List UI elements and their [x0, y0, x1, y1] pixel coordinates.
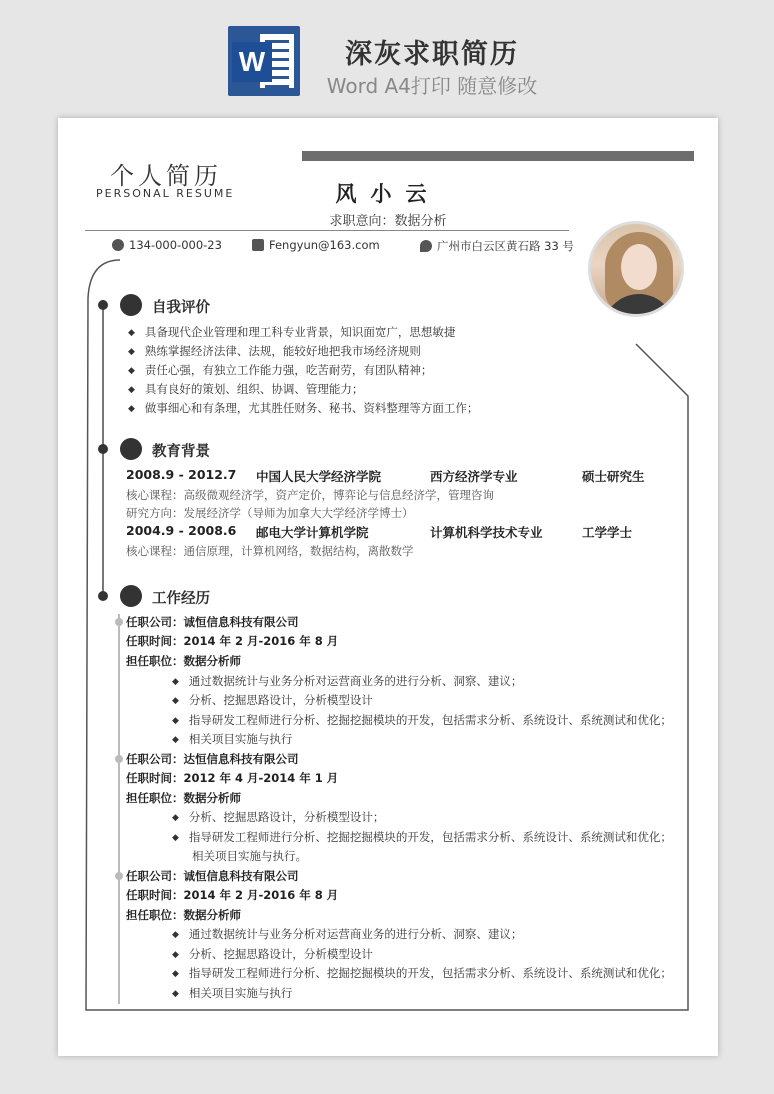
- location-pin-icon: [420, 240, 432, 252]
- job-intent: 求职意向：数据分析: [329, 214, 447, 229]
- resume-page: [58, 118, 718, 1056]
- edu-detail: 核心课程：高级微观经济学，资产定价，博弈论与信息经济学，管理咨询: [126, 488, 494, 502]
- list-item: ◆ 做事细心和有条理，尤其胜任财务、秘书、资料整理等方面工作；: [128, 400, 478, 416]
- timeline-dot: [98, 591, 108, 601]
- email-text: Fengyun@163.com: [269, 238, 380, 252]
- work-timeline: [118, 614, 120, 1004]
- list-item: ◆ 熟练掌握经济法律、法规，能较好地把我市场经济规则: [128, 343, 421, 359]
- contact-phone: [112, 238, 222, 252]
- job-duty: ◆ 通过数据统计与业务分析对运营商业务的进行分析、洞察、建议；: [172, 673, 522, 689]
- candidate-name: 风小云: [335, 182, 441, 206]
- edu-degree: 硕士研究生: [582, 469, 645, 484]
- avatar: [588, 221, 684, 317]
- job-duty: ◆ 相关项目实施与执行: [172, 731, 292, 747]
- edu-detail: 核心课程：通信原理，计算机网络，数据结构，离散数学: [126, 544, 414, 558]
- edu-degree: 工学学士: [582, 525, 633, 540]
- banner-title: 深灰求职简历: [345, 39, 519, 70]
- timeline-dot: [98, 300, 108, 310]
- job-role: 担任职位：数据分析师: [126, 908, 241, 922]
- job-duty: ◆ 指导研发工程师进行分析、挖掘挖掘模块的开发，包括需求分析、系统设计、系统测试和优化；: [172, 965, 672, 981]
- banner-subtitle: Word A4打印 随意修改: [326, 74, 538, 98]
- section-title-education: 教育背景: [152, 444, 210, 460]
- section-title-work: 工作经历: [152, 591, 210, 607]
- job-company: 任职公司：达恒信息科技有限公司: [126, 752, 299, 766]
- job-role: 担任职位：数据分析师: [126, 654, 241, 668]
- mail-icon: [252, 239, 264, 251]
- job-time: 任职时间：2012 年 4 月-2014 年 1 月: [126, 771, 339, 785]
- job-duty-continuation: 相关项目实施与执行。: [192, 849, 307, 863]
- job-time: 任职时间：2014 年 2 月-2016 年 8 月: [126, 888, 339, 902]
- edu-school: 中国人民大学经济学院: [256, 469, 382, 484]
- edu-detail: 研究方向：发展经济学（导师为加拿大大学经济学博士）: [126, 506, 414, 520]
- contact-address: [420, 238, 574, 254]
- list-item: ◆ 具备现代企业管理和理工科专业背景，知识面宽广，思想敏捷: [128, 324, 455, 340]
- job-duty: ◆ 相关项目实施与执行: [172, 985, 292, 1001]
- work-dot: [115, 755, 123, 763]
- phone-text: 134-000-000-23: [129, 238, 222, 252]
- job-company: 任职公司：诚恒信息科技有限公司: [126, 615, 299, 629]
- list-item: ◆ 具有良好的策划、组织、协调、管理能力；: [128, 381, 363, 397]
- word-icon: [228, 26, 300, 96]
- job-duty: ◆ 分析、挖掘思路设计，分析模型设计: [172, 946, 373, 962]
- job-duty: ◆ 分析、挖掘思路设计，分析模型设计: [172, 692, 373, 708]
- edu-period: 2004.9 - 2008.6: [126, 523, 237, 538]
- briefcase-icon: [120, 585, 142, 607]
- job-role: 担任职位：数据分析师: [126, 791, 241, 805]
- edu-major: 计算机科学技术专业: [430, 525, 543, 540]
- edu-school: 邮电大学计算机学院: [256, 525, 369, 540]
- header-divider: [85, 230, 569, 231]
- work-dot: [115, 618, 123, 626]
- job-time: 任职时间：2014 年 2 月-2016 年 8 月: [126, 634, 339, 648]
- resume-title-cn: 个人简历: [110, 162, 222, 190]
- work-dot: [115, 872, 123, 880]
- banner: [0, 0, 774, 112]
- job-duty: ◆ 指导研发工程师进行分析、挖掘挖掘模块的开发，包括需求分析、系统设计、系统测试和优化；: [172, 829, 672, 845]
- timeline-dot: [98, 444, 108, 454]
- job-duty: ◆ 通过数据统计与业务分析对运营商业务的进行分析、洞察、建议；: [172, 926, 522, 942]
- word-icon-letter: W: [232, 42, 272, 82]
- job-duty: ◆ 分析、挖掘思路设计，分析模型设计；: [172, 809, 384, 825]
- phone-icon: [112, 239, 124, 251]
- edu-period: 2008.9 - 2012.7: [126, 467, 237, 482]
- edu-major: 西方经济学专业: [430, 469, 518, 484]
- list-item: ◆ 责任心强，有独立工作能力强，吃苦耐劳，有团队精神；: [128, 362, 432, 378]
- address-text: 广州市白云区黄石路 33 号: [437, 239, 574, 253]
- contact-email: [252, 238, 380, 252]
- user-icon: [120, 294, 142, 316]
- graduation-cap-icon: [120, 438, 142, 460]
- job-company: 任职公司：诚恒信息科技有限公司: [126, 869, 299, 883]
- resume-title-en: PERSONAL RESUME: [96, 187, 235, 200]
- section-title-self-eval: 自我评价: [152, 300, 210, 316]
- header-bar: [302, 151, 694, 161]
- job-duty: ◆ 指导研发工程师进行分析、挖掘挖掘模块的开发，包括需求分析、系统设计、系统测试和优化；: [172, 712, 672, 728]
